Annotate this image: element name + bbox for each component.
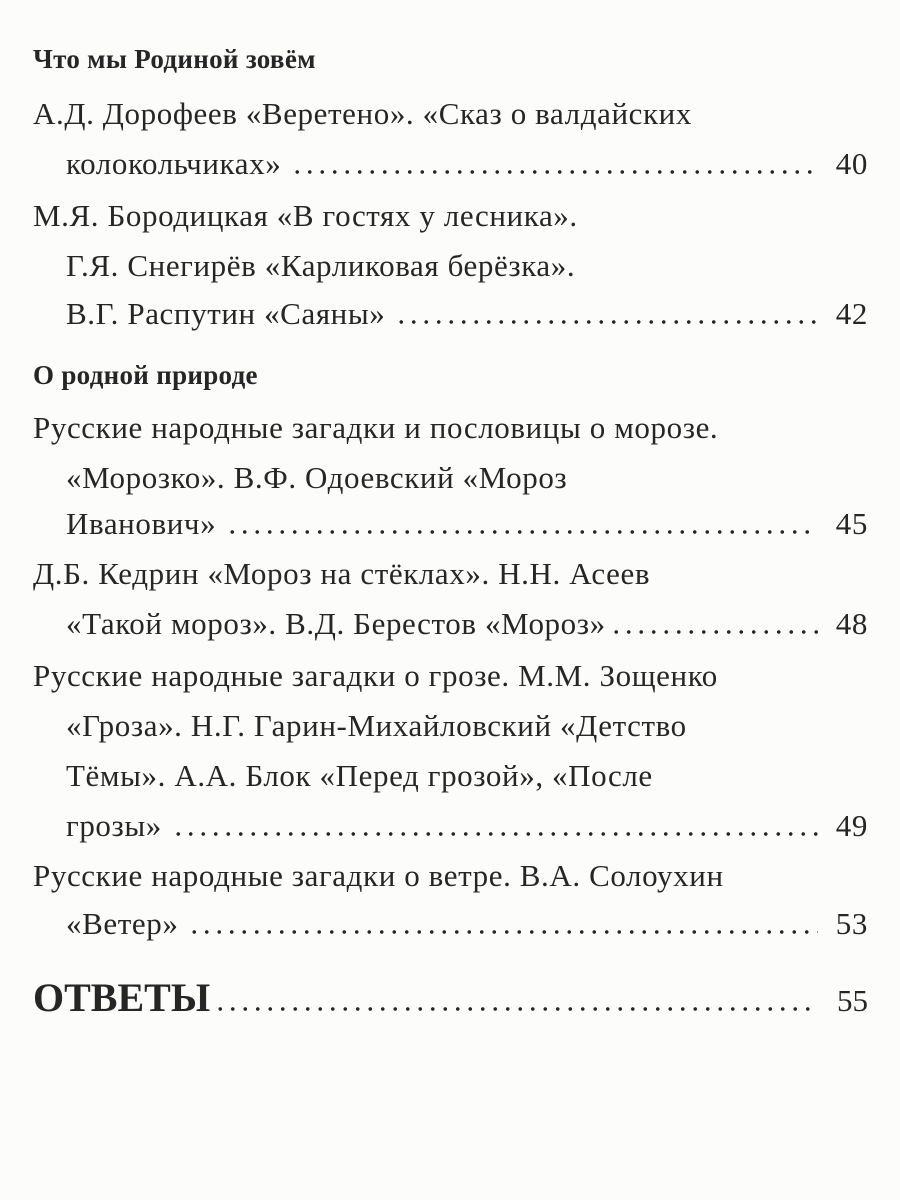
toc-entry-line: «Морозко». В.Ф. Одоевский «Мороз — [66, 460, 568, 495]
dot-leader — [291, 170, 818, 174]
toc-entry-line — [66, 606, 868, 652]
toc-entry-line: А.Д. Дорофеев «Веретено». «Сказ о валдайских — [33, 96, 692, 131]
toc-entry-line — [66, 296, 868, 342]
page-number: 48 — [835, 606, 868, 641]
dot-leader — [188, 930, 818, 934]
toc-entry-text: колокольчиках» — [66, 146, 282, 181]
answers-label: ОТВЕТЫ — [33, 975, 211, 1020]
toc-entry-text: В.Г. Распутин «Саяны» — [66, 296, 386, 331]
toc-entry-line: Г.Я. Снегирёв «Карликовая берёзка». — [66, 248, 576, 283]
toc-entry-text: «Такой мороз». В.Д. Берестов «Мороз» — [66, 606, 606, 641]
toc-entry-line: Русские народные загадки о грозе. М.М. Зощенко — [33, 658, 718, 693]
dot-leader — [610, 630, 818, 634]
toc-entry-line: Русские народные загадки о ветре. В.А. Солоухин — [33, 858, 724, 893]
answers-entry — [33, 974, 868, 1020]
page-number: 45 — [835, 506, 868, 541]
page-number: 42 — [835, 296, 868, 331]
toc-entry-line: Русские народные загадки и пословицы о морозе. — [33, 410, 719, 445]
toc-entry-line — [66, 146, 868, 192]
section-title: О родной природе — [33, 360, 258, 390]
toc-entry-text: Иванович» — [66, 506, 217, 541]
toc-entry-line — [66, 506, 868, 552]
toc-entry-text: «Ветер» — [66, 906, 179, 941]
toc-entry-line: «Гроза». Н.Г. Гарин-Михайловский «Детство — [66, 708, 687, 743]
dot-leader — [172, 832, 818, 836]
dot-leader — [395, 320, 818, 324]
page-number: 53 — [835, 906, 868, 941]
toc-entry-line: М.Я. Бородицкая «В гостях у лесника». — [33, 198, 578, 233]
page-number: 55 — [837, 983, 868, 1018]
section-title: Что мы Родиной зовём — [33, 44, 316, 74]
dot-leader — [226, 530, 818, 534]
toc-entry-line: Д.Б. Кедрин «Мороз на стёклах». Н.Н. Асеев — [33, 556, 651, 591]
toc-entry-line — [66, 906, 868, 952]
page-number: 40 — [835, 146, 868, 181]
toc-entry-line — [66, 808, 868, 854]
toc-entry-line: Тёмы». А.А. Блок «Перед грозой», «После — [66, 758, 653, 793]
toc-entry-text: грозы» — [66, 808, 162, 843]
dot-leader — [214, 1007, 818, 1011]
page-number: 49 — [835, 808, 868, 843]
